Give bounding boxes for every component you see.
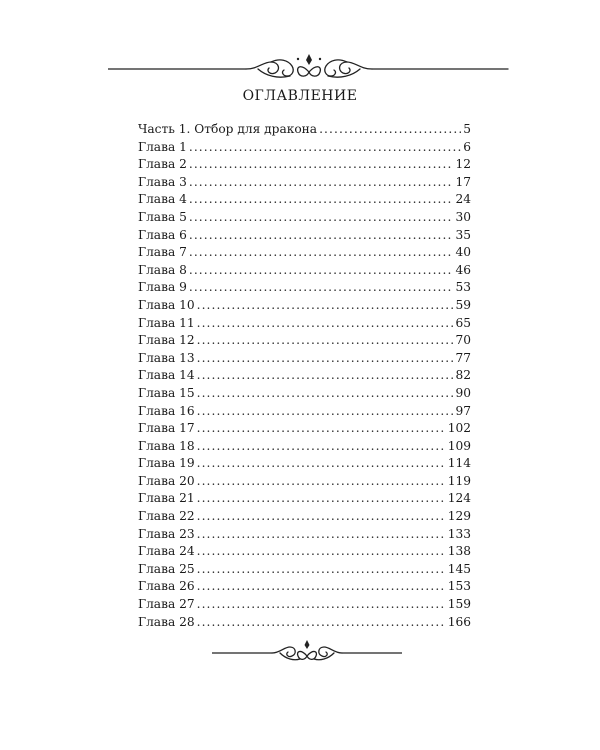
toc-dot-leader (189, 209, 454, 227)
toc-dot-leader (197, 526, 446, 544)
toc-entry-page-number: 53 (455, 280, 471, 295)
toc-entry-page-number: 109 (447, 438, 471, 453)
toc-entry (138, 455, 471, 473)
toc-entry (138, 174, 471, 192)
toc-entry (138, 121, 471, 139)
toc-dot-leader (197, 543, 446, 561)
toc-dot-leader (197, 561, 446, 579)
toc-entry-label: Глава 11 (138, 315, 195, 330)
toc-entry-page-number: 59 (455, 297, 471, 312)
toc-entry-page-number: 159 (447, 597, 471, 612)
toc-entry-page-number: 40 (455, 245, 471, 260)
table-of-contents (138, 121, 471, 631)
toc-entry-label: Глава 25 (138, 561, 195, 576)
toc-dot-leader (197, 367, 454, 385)
toc-entry-page-number: 119 (447, 473, 471, 488)
toc-entry-label: Глава 5 (138, 209, 187, 224)
toc-entry (138, 156, 471, 174)
toc-entry (138, 191, 471, 209)
toc-entry-label: Глава 15 (138, 385, 195, 400)
toc-dot-leader (189, 227, 454, 245)
toc-entry-label: Глава 4 (138, 192, 187, 207)
toc-dot-leader (197, 350, 454, 368)
toc-dot-leader (197, 614, 446, 632)
toc-dot-leader (197, 508, 446, 526)
toc-entry (138, 420, 471, 438)
toc-entry (138, 561, 471, 579)
toc-dot-leader (197, 332, 454, 350)
toc-entry-page-number: 12 (455, 157, 471, 172)
toc-entry-label: Глава 27 (138, 597, 195, 612)
toc-entry-page-number: 82 (455, 368, 471, 383)
toc-dot-leader (197, 490, 446, 508)
toc-dot-leader (197, 578, 446, 596)
toc-entry-label: Глава 19 (138, 456, 195, 471)
toc-entry (138, 385, 471, 403)
toc-entry-label: Глава 16 (138, 403, 195, 418)
toc-entry-label: Часть 1. Отбор для дракона (138, 122, 318, 136)
toc-entry (138, 473, 471, 491)
toc-entry-page-number: 46 (455, 262, 471, 277)
toc-entry-page-number: 30 (455, 209, 471, 224)
toc-entry (138, 403, 471, 421)
toc-entry-page-number: 124 (447, 491, 471, 506)
toc-entry-label: Глава 7 (138, 245, 187, 260)
toc-dot-leader (197, 315, 454, 333)
toc-entry-label: Глава 20 (138, 473, 195, 488)
toc-entry-label: Глава 28 (138, 614, 195, 629)
toc-entry (138, 526, 471, 544)
toc-entry (138, 438, 471, 456)
toc-entry (138, 244, 471, 262)
toc-entry-page-number: 35 (455, 227, 471, 242)
toc-entry (138, 227, 471, 245)
toc-entry-label: Глава 1 (138, 139, 187, 154)
toc-dot-leader (189, 174, 454, 192)
toc-entry-label: Глава 21 (138, 491, 195, 506)
toc-entry-label: Глава 22 (138, 509, 195, 524)
toc-entry (138, 315, 471, 333)
toc-entry (138, 350, 471, 368)
toc-entry-label: Глава 8 (138, 262, 187, 277)
toc-entry-page-number: 77 (455, 350, 471, 365)
toc-entry-page-number: 24 (455, 192, 471, 207)
toc-entry (138, 367, 471, 385)
toc-entry-label: Глава 13 (138, 350, 195, 365)
toc-entry-label: Глава 2 (138, 157, 187, 172)
toc-entry (138, 543, 471, 561)
toc-dot-leader (197, 455, 446, 473)
toc-entry (138, 596, 471, 614)
toc-entry-label: Глава 26 (138, 579, 195, 594)
toc-dot-leader (189, 244, 454, 262)
toc-entry-page-number: 102 (447, 421, 471, 436)
toc-entry (138, 209, 471, 227)
toc-entry (138, 490, 471, 508)
toc-entry-label: Глава 14 (138, 368, 195, 383)
toc-entry-page-number: 90 (455, 385, 471, 400)
toc-dot-leader (189, 139, 461, 157)
toc-entry (138, 297, 471, 315)
toc-dot-leader (197, 596, 446, 614)
toc-entry-page-number: 65 (455, 315, 471, 330)
toc-dot-leader (197, 420, 446, 438)
toc-entry (138, 578, 471, 596)
toc-entry-label: Глава 12 (138, 333, 195, 348)
toc-dot-leader (189, 191, 454, 209)
toc-entry (138, 614, 471, 632)
toc-dot-leader (189, 262, 454, 280)
toc-entry-page-number: 114 (447, 456, 471, 471)
toc-entry-page-number: 153 (447, 579, 471, 594)
toc-dot-leader (197, 297, 454, 315)
toc-entry-label: Глава 17 (138, 421, 195, 436)
toc-dot-leader (189, 279, 454, 297)
toc-entry (138, 279, 471, 297)
toc-entry-page-number: 70 (455, 333, 471, 348)
toc-entry-label: Глава 10 (138, 297, 195, 312)
toc-entry-label: Глава 18 (138, 438, 195, 453)
toc-dot-leader (319, 121, 461, 139)
toc-dot-leader (197, 473, 446, 491)
toc-entry (138, 262, 471, 280)
toc-dot-leader (197, 385, 454, 403)
bottom-flourish-divider-icon (212, 638, 402, 668)
page-title: ОГЛАВЛЕНИЕ (242, 88, 358, 104)
toc-entry-page-number: 138 (447, 544, 471, 559)
toc-entry-page-number: 166 (447, 614, 471, 629)
toc-dot-leader (197, 403, 454, 421)
toc-entry (138, 332, 471, 350)
toc-entry-page-number: 6 (463, 139, 471, 154)
toc-entry-label: Глава 24 (138, 544, 195, 559)
top-flourish-divider-icon (108, 52, 510, 84)
toc-entry-page-number: 5 (463, 122, 471, 136)
toc-entry-label: Глава 9 (138, 280, 187, 295)
toc-entry-label: Глава 3 (138, 174, 187, 189)
toc-entry-page-number: 145 (447, 561, 471, 576)
toc-entry (138, 139, 471, 157)
toc-entry-page-number: 129 (447, 509, 471, 524)
toc-dot-leader (197, 438, 446, 456)
toc-entry (138, 508, 471, 526)
toc-entry-label: Глава 6 (138, 227, 187, 242)
toc-entry-label: Глава 23 (138, 526, 195, 541)
toc-entry-page-number: 17 (455, 174, 471, 189)
toc-entry-page-number: 133 (447, 526, 471, 541)
toc-entry-page-number: 97 (455, 403, 471, 418)
toc-dot-leader (189, 156, 454, 174)
